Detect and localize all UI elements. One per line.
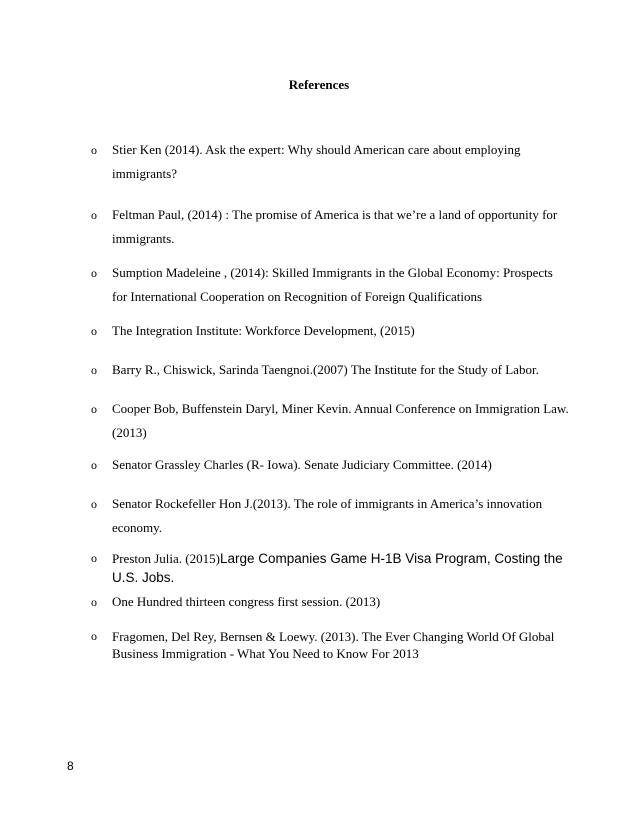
reference-text: One Hundred thirteen congress first session. (2013) — [112, 594, 381, 609]
reference-text: Cooper Bob, Buffenstein Daryl, Miner Kevin. Annual Conference on Immigration Law. (2013) — [112, 401, 569, 440]
bullet-icon: o — [91, 143, 97, 157]
page-number: 8 — [67, 759, 74, 773]
bullet-icon: o — [91, 324, 97, 338]
reference-title: Large Companies Game H-1B Visa Program, Costing the U.S. Jobs. — [112, 551, 563, 585]
bullet-icon: o — [91, 497, 97, 511]
bullet-icon: o — [91, 551, 97, 565]
bullet-icon: o — [91, 363, 97, 377]
reference-text: Stier Ken (2014). Ask the expert: Why should American care about employing immigrants? — [112, 142, 521, 181]
bullet-icon: o — [91, 629, 97, 643]
reference-author: Preston Julia. (2015) — [112, 551, 220, 566]
bullet-icon: o — [91, 402, 97, 416]
list-item — [91, 492, 571, 540]
page-title: References — [288, 77, 350, 92]
list-item — [91, 549, 571, 587]
reference-text: Sumption Madeleine , (2014): Skilled Immigrants in the Global Economy: Prospects for International Cooperation on Recognition of Foreign Qualifications — [112, 265, 553, 304]
bullet-icon: o — [91, 266, 97, 280]
reference-text: Senator Rockefeller Hon J.(2013). The role of immigrants in America’s innovation economy. — [112, 496, 543, 535]
reference-text: Fragomen, Del Rey, Bernsen & Loewy. (2013). The Ever Changing World Of Global Business Immigration - What You Need to Know For 2013 — [112, 629, 555, 661]
reference-text: The Integration Institute: Workforce Development, (2015) — [112, 323, 415, 338]
bullet-icon: o — [91, 458, 97, 472]
list-item — [91, 319, 571, 343]
list-item — [91, 358, 571, 382]
reference-text: Barry R., Chiswick, Sarinda Taengnoi.(2007) The Institute for the Study of Labor. — [112, 362, 539, 377]
reference-text: Senator Grassley Charles (R- Iowa). Senate Judiciary Committee. (2014) — [112, 457, 492, 472]
bullet-icon: o — [91, 208, 97, 222]
reference-text: Feltman Paul, (2014) : The promise of America is that we’re a land of opportunity for immigrants. — [112, 207, 558, 246]
list-item — [91, 138, 571, 186]
list-item — [91, 628, 571, 662]
list-item — [91, 453, 571, 477]
list-item — [91, 590, 571, 614]
list-item — [91, 203, 571, 251]
list-item — [91, 261, 571, 309]
bullet-icon: o — [91, 595, 97, 609]
list-item — [91, 397, 571, 445]
reference-text — [112, 549, 571, 587]
